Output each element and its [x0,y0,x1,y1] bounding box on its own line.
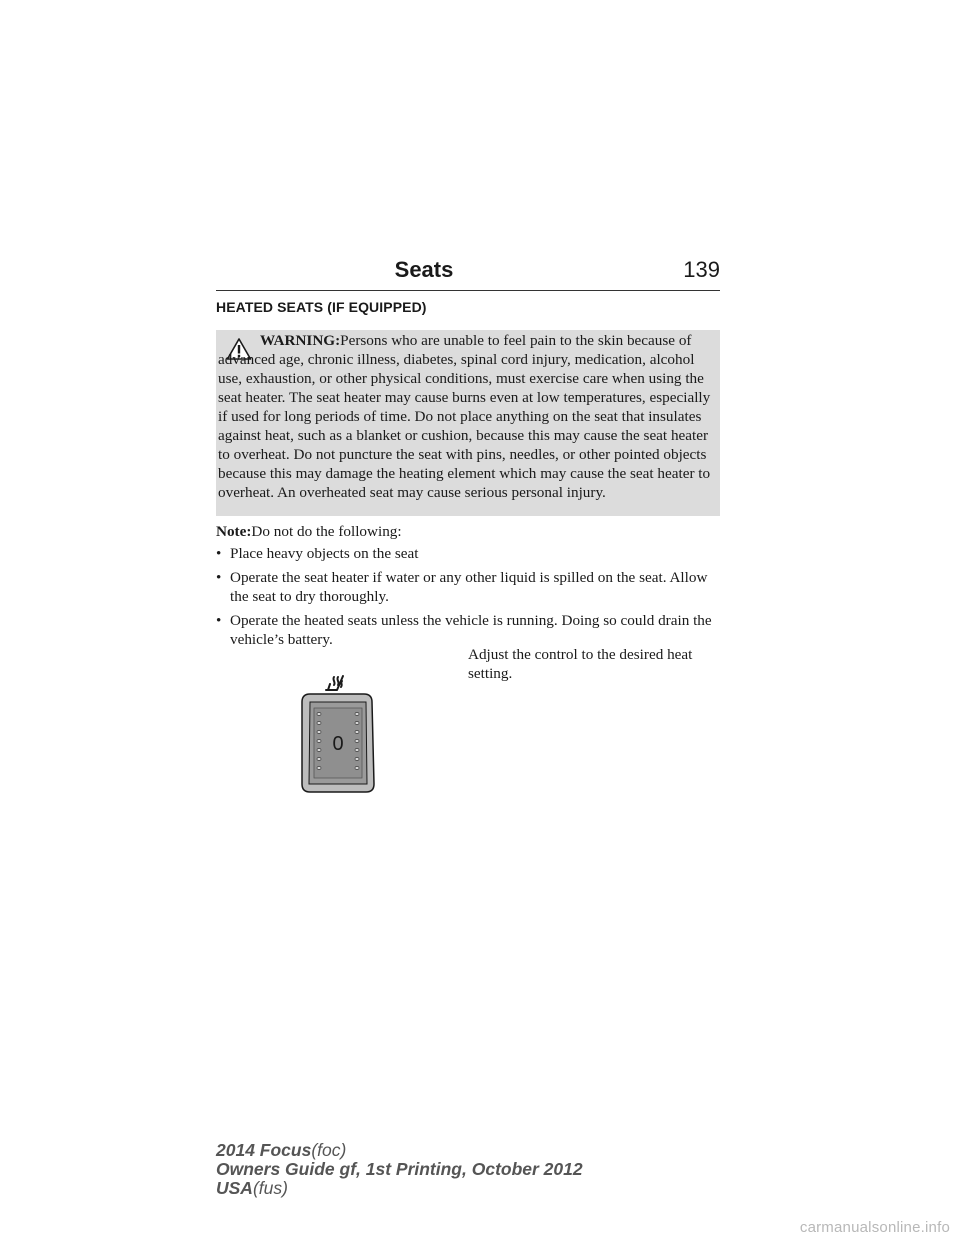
footer-region: USA [216,1178,253,1198]
section-title: Seats [394,257,454,282]
dial-label: 0 [332,733,344,755]
list-item-text: Operate the heated seats unless the vehicle is running. Doing so could drain the vehicle’s battery. [230,612,712,648]
footer-model: 2014 Focus [216,1140,312,1160]
footer-line-2: Owners Guide gf, 1st Printing, October 2012 [216,1159,583,1179]
note-text: Do not do the following: [251,523,402,540]
section-heading: HEATED SEATS (IF EQUIPPED) [216,299,427,315]
footer-line-1 [216,1141,583,1160]
list-item [216,544,720,563]
warning-text [218,331,716,502]
warning-body: Persons who are unable to feel pain to the skin because of advanced age, chronic illness, diabetes, spinal cord injury, medication, alcohol use, exhaustion, or other physical conditions, must exercise care when using the seat heater. The seat heater may cause burns even at low temperatures, especially if used for long periods of time. Do not place anything on the seat that insulates against heat, such as a blanket or cushion, because this may cause the seat heater to overheat. Do not puncture the seat with pins, needles, or other pointed objects because this may damage the heating element which may cause the seat heater to overheat. An overheated seat may cause serious personal injury. [218,332,711,501]
heated-seat-icon [326,676,343,690]
adjust-instruction: Adjust the control to the desired heat setting. [468,646,693,682]
bullet-list [216,544,720,654]
list-item-text: Operate the seat heater if water or any other liquid is spilled on the seat. Allow the seat to dry thoroughly. [230,569,708,605]
note-label: Note: [216,523,252,540]
seat-heater-control-illustration [288,672,388,794]
page-header [216,256,720,288]
footer-line-3 [216,1179,583,1198]
page-footer [216,1141,583,1198]
warning-box [216,330,720,516]
page-number: 139 [683,257,720,282]
bullet-icon: • [216,545,222,562]
list-item [216,568,720,606]
note [216,522,402,541]
footer-region-code: (fus) [252,1178,288,1198]
bullet-icon: • [216,612,222,629]
seat-heater-control-figure [288,672,388,794]
watermark: carmanualsonline.info [799,1219,950,1236]
warning-label: WARNING: [260,332,341,349]
bullet-icon: • [216,569,222,586]
header-rule [216,290,720,291]
heat-dial [302,694,374,792]
list-item-text: Place heavy objects on the seat [230,545,419,562]
footer-model-code: (foc) [311,1140,347,1160]
list-item [216,611,720,649]
